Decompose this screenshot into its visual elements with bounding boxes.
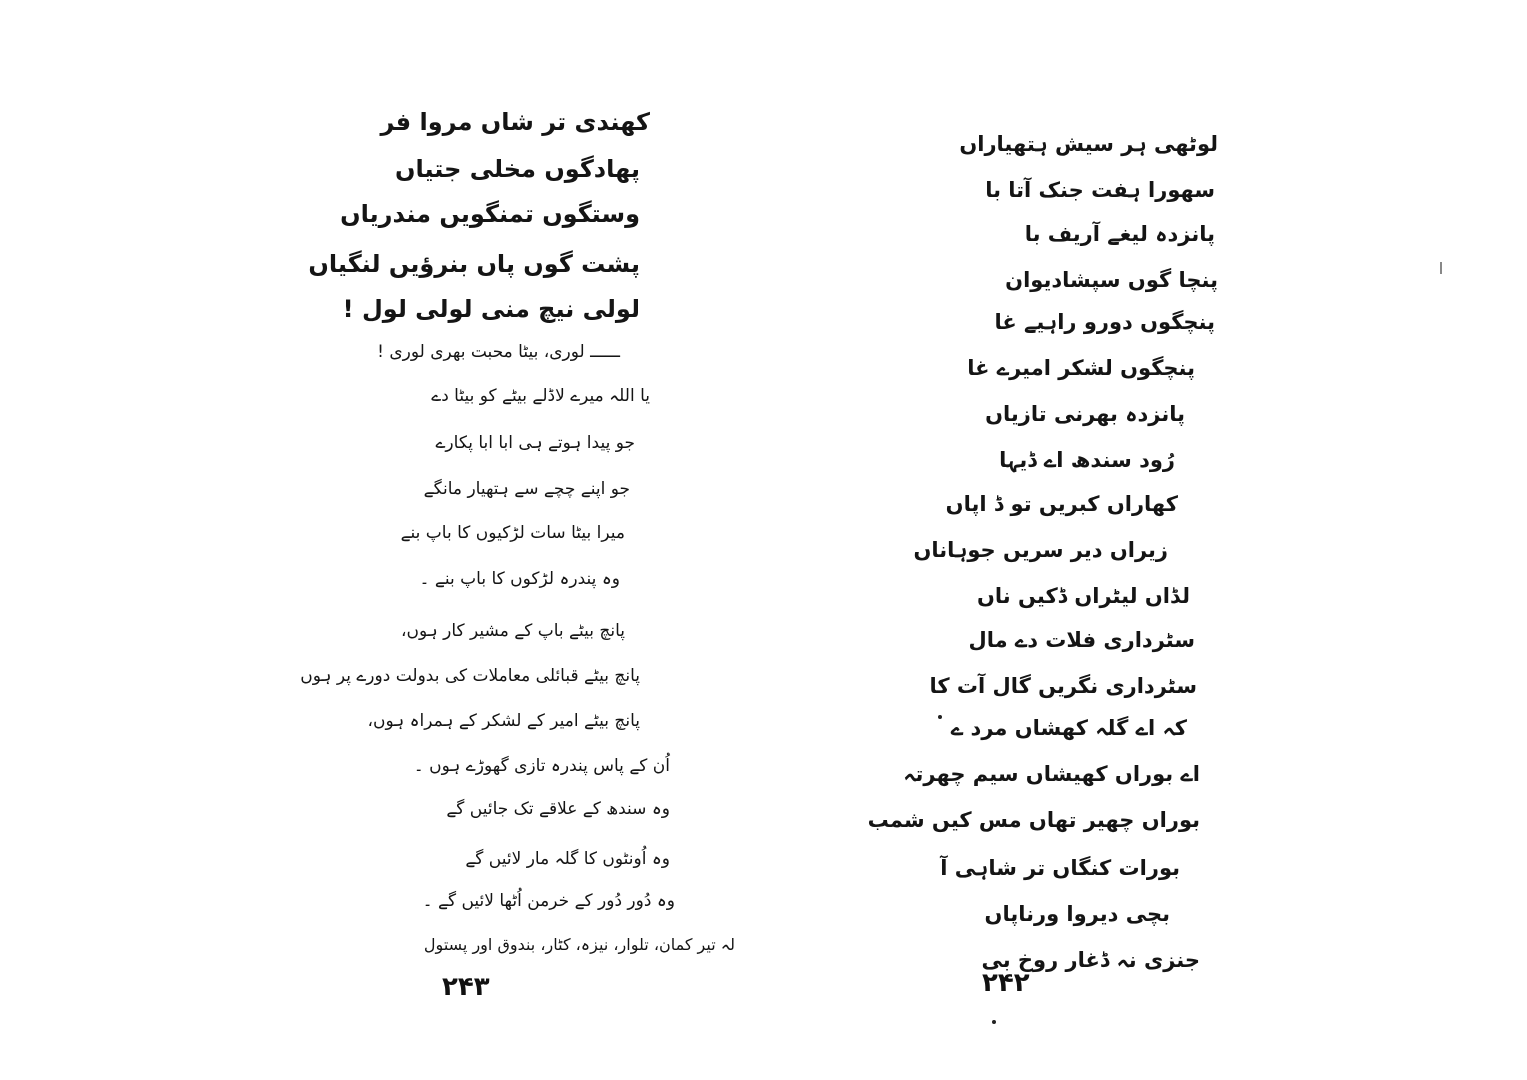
- verse-line: پنچگوں لشکر امیرے غا: [967, 356, 1195, 380]
- translation-line: یا اللہ میرے لاڈلے بیٹے کو بیٹا دے: [431, 386, 650, 406]
- translation-line: پانچ بیٹے باپ کے مشیر کار ہوں،: [401, 621, 625, 641]
- translation-line: جو پیدا ہوتے ہی ابا ابا پکارے: [435, 433, 635, 453]
- scan-speck: [992, 1020, 996, 1024]
- page-number: ۲۴۳: [442, 972, 490, 1002]
- verse-line: سٹرداری نگریں گال آت کا: [929, 674, 1197, 698]
- verse-line: جنزی نہ ڈغار روخ بی: [981, 948, 1200, 972]
- verse-line: کھندی تر شاں مروا فر: [380, 108, 650, 136]
- verse-line: پنچا گوں سپشادیوان: [1005, 268, 1218, 292]
- verse-line: لولی نیچ منی لولی لول !: [342, 295, 640, 323]
- translation-line: وہ اُونٹوں کا گلہ مار لائیں گے: [465, 849, 670, 869]
- translation-line: وہ پندرہ لڑکوں کا باپ بنے ۔: [419, 569, 620, 589]
- footnote: لہ تیر کمان، تلوار، نیزہ، کٹار، بندوق اور پستول: [423, 935, 735, 954]
- verse-line: اے بوراں کھیشاں سیم چھرتہ: [903, 762, 1200, 786]
- verse-line: پھادگوں مخلی جتیاں: [394, 155, 640, 183]
- translation-line: وہ سندھ کے علاقے تک جائیں گے: [446, 799, 670, 819]
- verse-line: سھورا ہفت جنک آتا با: [985, 178, 1215, 202]
- verse-line: لوٹھی ہر سیش ہتھیاراں: [959, 132, 1218, 156]
- scan-speck: [938, 715, 942, 719]
- verse-line: لڈاں لیٹراں ڈکیں ناں: [976, 584, 1190, 608]
- verse-line: سٹرداری فلات دے مال: [968, 628, 1195, 652]
- verse-line: رُود سندھ اے ڈیہا: [999, 448, 1175, 472]
- translation-line: میرا بیٹا سات لڑکیوں کا باپ بنے: [400, 523, 625, 543]
- verse-line: پانزدہ لیغے آریف با: [1024, 222, 1215, 246]
- verse-line: کھاراں کبریں تو ڈ اپاں: [945, 492, 1178, 516]
- translation-line: جو اپنے چچے سے ہتھیار مانگے: [423, 479, 630, 499]
- translation-line: ــــــ لوری، بیٹا محبت بھری لوری !: [377, 342, 620, 362]
- verse-line: وستگوں تمنگویں مندریاں: [340, 200, 640, 228]
- verse-line: پنچگوں دورو راہیے غا: [994, 310, 1215, 334]
- scan-mark: [1440, 262, 1442, 274]
- page-number: ۲۴۲: [982, 968, 1030, 998]
- verse-line: پشت گوں پاں بنرؤیں لنگیاں: [308, 250, 640, 278]
- verse-line: بورات کنگاں تر شاہی آ: [940, 856, 1180, 880]
- right-page: [867, 0, 1260, 1080]
- verse-line: کہ اے گلہ کھشاں مرد ے: [950, 716, 1187, 740]
- left-page: [300, 0, 780, 1080]
- translation-line: پانچ بیٹے امیر کے لشکر کے ہمراہ ہوں،: [367, 711, 640, 731]
- verse-line: بچی دیروا ورناپاں: [984, 902, 1170, 926]
- translation-line: پانچ بیٹے قبائلی معاملات کی بدولت دورے پر ہوں: [300, 666, 640, 686]
- translation-line: اُن کے پاس پندرہ تازی گھوڑے ہوں ۔: [413, 756, 670, 776]
- translation-line: وہ دُور دُور کے خرمن اُٹھا لائیں گے ۔: [422, 891, 675, 911]
- verse-line: پانزدہ بھرنی تازیاں: [985, 402, 1185, 426]
- verse-line: بوراں چھیر تھاں مس کیں شمب: [867, 808, 1200, 832]
- verse-line: زیراں دیر سریں جوہاناں: [913, 538, 1168, 562]
